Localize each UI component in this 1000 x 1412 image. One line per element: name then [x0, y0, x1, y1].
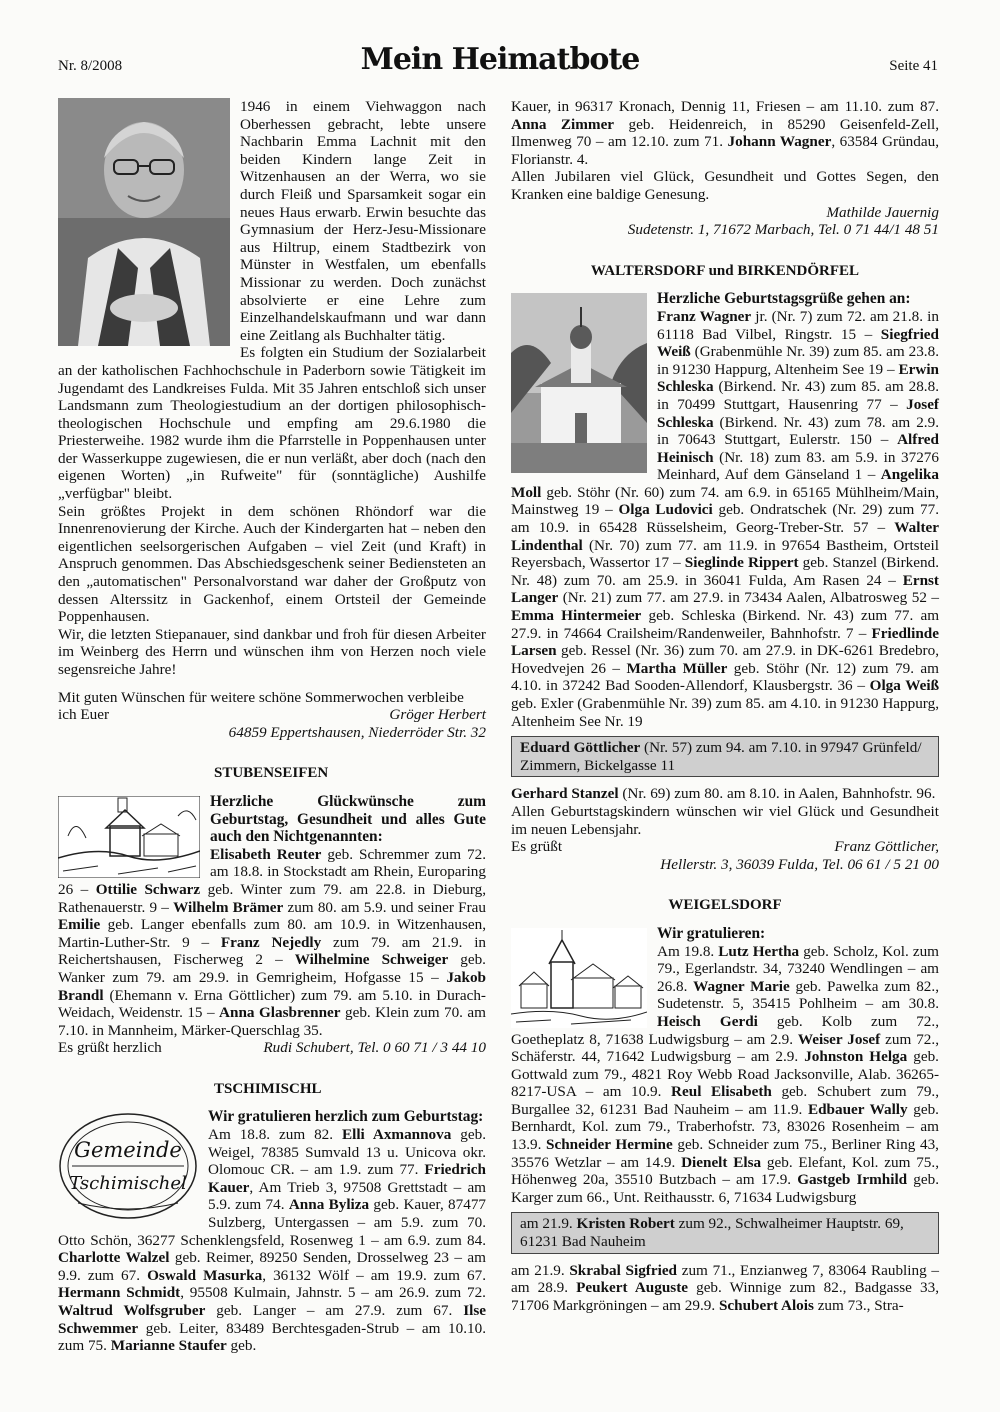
- section-intro: Wir gratulieren herzlich zum Geburtstag:: [208, 1108, 484, 1126]
- paragraph: Gerhard Stanzel (Nr. 69) zum 80. am 8.10. in Aalen, Bahnhofstr. 96.: [511, 785, 936, 803]
- section-intro: Herzliche Geburtstagsgrüße gehen an:: [657, 290, 911, 308]
- paragraph: Mit guten Wünschen für weitere schöne Sommerwochen verbleibe: [58, 688, 464, 706]
- birthday-list-weigelsdorf: Am 19.8. Lutz Hertha geb. Scholz, Kol. zum 79., Egerlandstr. 34, 73240 Wendlingen – am 26.8. Wagner Marie geb. Pawelka zum 82., Sudetenstr. 5, 35415 Pohlheim – am 30.8. Heisch Gerdi geb. Kolb zum 72., Goetheplatz 8, 71638 Ludwigsburg – am 2.9. Weiser Josef zum 72., Schäferstr. 44, 71642 Ludwigsburg – am 2.9. Johnston Helga geb. Gottwald zum 79., 4821 Roy Webb Road Jacksonville, Alab. 36265-8217-USA – am 10.9. Reul Elisabeth geb. Schubert zum 79., Burgallee 32, 61231 Bad Nauheim – am 11.9. Edbauer Wally geb. Bernhardt, Kol. zum 79., Traberhofstr. 73, 83026 Rosenheim – am 13.9. Schneider Hermine geb. Schneider zum 75., Berliner Ring 43, 35576 Wetzlar – am 14.9. Dienelt Elsa geb. Elefant, Kol. zum 75., Höhenweg 20a, 35510 Butzbach – am 17.9. Gastgeb Irmhild geb. Karger zum 66., Unt. Reithausstr. 6, 71634 Ludwigsburg: [511, 942, 940, 1206]
- signature-name: Rudi Schubert, Tel. 0 60 71 / 3 44 10: [263, 1039, 486, 1057]
- paragraph: 1946 in einem Viehwaggon nach Oberhessen gebracht, lebte unsere Nachbarin Emma Lachnit mit den beiden Kindern lange Zeit in Witzenhausen an der Werra, wo sie durch Fleiß und Sparsamkeit sogar ein neues Haus erwarb. Erwin besuchte das Gymnasium der Herz-Jesu-Missionare aus Hiltrup, einem Stadtbezirk von Münster in Westfalen, um ebenfalls Missionar zu werden. Doch zunächst absolvierte er eine Lehre zum Einzelhandelskaufmann und war dann eine Zeitlang als Buchhalter tätig.: [240, 98, 486, 344]
- signature-line: ich Euer Gröger Herbert: [58, 706, 486, 724]
- paragraph: am 21.9. Skrabal Sigfried zum 71., Enzianweg 7, 83064 Raubling – am 28.9. Peukert Auguste geb. Winnige zum 82., Badgasse 33, 71706 Markgröningen – am 29.9. Schubert Alois zum 73., Stra-: [511, 1261, 939, 1314]
- gemeinde-tschimischel-seal: [58, 1111, 198, 1221]
- stubenseifen-church-drawing: [58, 796, 200, 878]
- highlight-box: am 21.9. Kristen Robert zum 92., Schwalheimer Hauptstr. 69, 61231 Bad Nauheim: [511, 1212, 939, 1253]
- section-title-waltersdorf: WALTERSDORF und BIRKENDÖRFEL: [590, 262, 860, 279]
- signature-address: Sudetenstr. 1, 71672 Marbach, Tel. 0 71 44/1 48 51: [627, 221, 939, 239]
- signature-line: Es grüßt Franz Göttlicher,: [511, 838, 939, 856]
- signature-name: Mathilde Jauernig: [826, 203, 939, 221]
- section-intro: Herzliche Glückwünsche zum Geburtstag, Gesundheit und alles Gute auch den Nichtgenannten:: [210, 792, 486, 846]
- birthday-list-stubenseifen: Elisabeth Reuter geb. Schremmer zum 72. am 18.8. in Stockstadt am Rhein, Europaring 26 – Ottilie Schwarz geb. Winter zum 79. am 22.8. in Dieburg, Rathenauerstr. 9 – Wilhelm Brämer zum 80. am 5.9. und seiner Frau Emilie geb. Langer ebenfalls zum 80. am 10.9. in Witzenhausen, Martin-Luther-Str. 9 – Franz Nejedly zum 79. am 21.9. in Reichertshausen, Fischerweg 2 – Wilhelmine Schweiger geb. Wanker zum 79. am 29.9. in Gemrigheim, Hofgasse 15 – Jakob Brandl (Ehemann v. Erna Göttlicher) zum 79. am 5.10. in Durach-Weidach, Weidenstr. 15 – Anna Glasbrenner geb. Klein zum 70. am 7.10. in Mannheim, Märker-Querschlag 35.: [58, 845, 487, 1039]
- paragraph: Kauer, in 96317 Kronach, Dennig 11, Friesen – am 11.10. zum 87. Anna Zimmer geb. Heidenreich, in 85290 Geisenfeld-Zell, Ilmenweg 70 – am 12.10. zum 71. Johann Wagner, 63584 Gründau, Florianstr. 4.: [511, 98, 939, 168]
- weigelsdorf-village-drawing: [511, 928, 647, 1028]
- signature-line: Es grüßt herzlich Rudi Schubert, Tel. 0 60 71 / 3 44 10: [58, 1039, 486, 1057]
- svg-text:Tschimischel: Tschimischel: [69, 1173, 187, 1195]
- signature-name: Gröger Herbert: [389, 706, 486, 724]
- paragraph: Sein größtes Projekt in dem schönen Rhöndorf war die Innenrenovierung der Kirche. Auch der Kindergarten hat – neben den eigentlichen seelsorgerischen Aufgaben – viel Zeit (und Kraft) in Anspruch genommen. Das Abschiedsgeschenk seiner Bediensteten an den „automatischen" Personalvorstand war daher der Großputz von dessen Alterssitz in Gackenhof, einem Ortsteil der Gemeinde Poppenhausen.: [58, 502, 486, 626]
- priest-portrait-photo: [58, 98, 230, 346]
- paragraph: Es folgten ein Studium der Sozialarbeit an der katholischen Fachhochschule in Paderborn sowie Tätigkeit im Jugendamt des Landkreises Fulda. Mit 35 Jahren entschloß sich unser Landsmann zum Theologiestudium an der dortigen philosophisch-theologischen Hochschule und empfing am 29.6.1980 die Priesterweihe. 1982 wurde ihm die Pfarrstelle in Poppenhausen unter der Wasserkuppe zugewiesen, die er nun verläßt, aber doch (nach den eigenen Worten) „in Rufweite" für (sonntägliche) Aushilfe „verfügbar" bleibt.: [58, 344, 486, 503]
- birthday-list-waltersdorf: Franz Wagner jr. (Nr. 7) zum 72. am 21.8. in 61118 Bad Vilbel, Ringstr. 15 – Siegfried Weiß (Grabenmühle Nr. 39) zum 85. am 23.8. in 91230 Happurg, Altenheim See 19 – Erwin Schleska (Birkend. Nr. 43) zum 85. am 28.8. in 70499 Stuttgart, Hausenring 77 – Josef Schleska (Birkend. Nr. 43) zum 78. am 2.9. in 70643 Stuttgart, Eulerstr. 150 – Alfred Heinisch (Nr. 18) zum 83. am 5.9. in 37276 Meinhard, Auf dem Gänseland 1 – Angelika Moll geb. Stöhr (Nr. 60) zum 74. am 6.9. in 65165 Mühlheim/Main, Mainstweg 19 – Olga Ludovici geb. Ondratschek (Nr. 29) zum 77. am 10.9. in 65428 Rüsselsheim, Georg-Treber-Str. 57 – Walter Lindenthal (Nr. 70) zum 77. am 11.9. in 97654 Bastheim, Ortsteil Reyersbach, Wassertor 17 – Sieglinde Rippert geb. Stanzel (Birkend. Nr. 48) zum 70. am 25.9. in 36041 Fulda, Am Rasen 24 – Ernst Langer (Nr. 21) zum 77. am 27.9. in 73434 Aalen, Albatrosweg 52 – Emma Hintermeier geb. Schleska (Birkend. Nr. 43) zum 77. am 27.9. in 74664 Crailsheim/Randenweiler, Bahnhofstr. 7 – Friedlinde Larsen geb. Ressel (Nr. 36) zum 70. am 27.9. in DK-6261 Bredebro, Hovedvejen 26 – Martha Müller geb. Stöhr (Nr. 12) zum 79. am 4.10. in 37242 Bad Sooden-Allendorf, Klausbergstr. 36 – Olga Weiß geb. Exler (Grabenmühle Nr. 39) zum 85. am 4.10. in 91230 Happurg, Altenheim See Nr. 19: [511, 307, 940, 730]
- right-column: [511, 98, 939, 1314]
- paragraph: Wir, die letzten Stiepanauer, sind dankbar und froh für diesen Arbeiter im Weinberg des Herrn und wünschen ihm von Herzen noch viele segensreiche Jahre!: [58, 625, 486, 678]
- signature-address: Hellerstr. 3, 36039 Fulda, Tel. 06 61 / 5 21 00: [660, 855, 939, 873]
- waltersdorf-chapel-photo: [511, 293, 647, 473]
- page-number: Seite 41: [889, 58, 938, 74]
- issue-number: Nr. 8/2008: [58, 58, 123, 74]
- paragraph: Allen Jubilaren viel Glück, Gesundheit und Gottes Segen, den Kranken eine baldige Genesung.: [511, 168, 939, 203]
- masthead: Mein Heimatbote: [360, 42, 640, 77]
- birthday-list-tschimischl: Am 18.8. zum 82. Elli Axmannova geb. Weigel, 78385 Sumvald 13 u. Unicova okr. Olomouc CR. – am 1.9. zum 77. Friedrich Kauer, Am Trieb 3, 97508 Grettstadt – am 5.9. zum 74. Anna Byliza geb. Kauer, 87477 Sulzberg, Untergassen – am 5.9. zum 70. Otto Schön, 36277 Schenklengsfeld, Rosenweg 1 – am 6.9. zum 84. Charlotte Walzel geb. Reimer, 89250 Senden, Drosselweg 23 – am 9.9. zum 67. Oswald Masurka, 36132 Wölf – am 19.9. zum 67. Hermann Schmidt, 95508 Kulmain, Jahnstr. 5 – am 26.9. zum 72. Waltrud Wolfsgruber geb. Langer – am 27.9. zum 67. Ilse Schwemmer geb. Leiter, 83489 Berchtesgaden-Strub – am 10.10. zum 75. Marianne Staufer geb.: [58, 1126, 487, 1355]
- section-title-tschimischl: TSCHIMISCHL: [214, 1080, 322, 1097]
- signature-name: Franz Göttlicher,: [834, 838, 939, 856]
- svg-text:Gemeinde: Gemeinde: [74, 1138, 182, 1163]
- section-title-weigelsdorf: WEIGELSDORF: [668, 897, 782, 914]
- paragraph: Allen Geburtstagskindern wünschen wir viel Glück und Gesundheit im neuen Lebensjahr.: [511, 802, 939, 838]
- signature-address: 64859 Eppertshausen, Niederröder Str. 32: [228, 723, 486, 741]
- left-column: [58, 98, 486, 1355]
- highlight-box: Eduard Göttlicher (Nr. 57) zum 94. am 7.10. in 97947 Grünfeld/ Zimmern, Bickelgasse 11: [511, 736, 939, 777]
- section-title-stubenseifen: STUBENSEIFEN: [214, 765, 329, 782]
- section-intro: Wir gratulieren:: [657, 924, 766, 942]
